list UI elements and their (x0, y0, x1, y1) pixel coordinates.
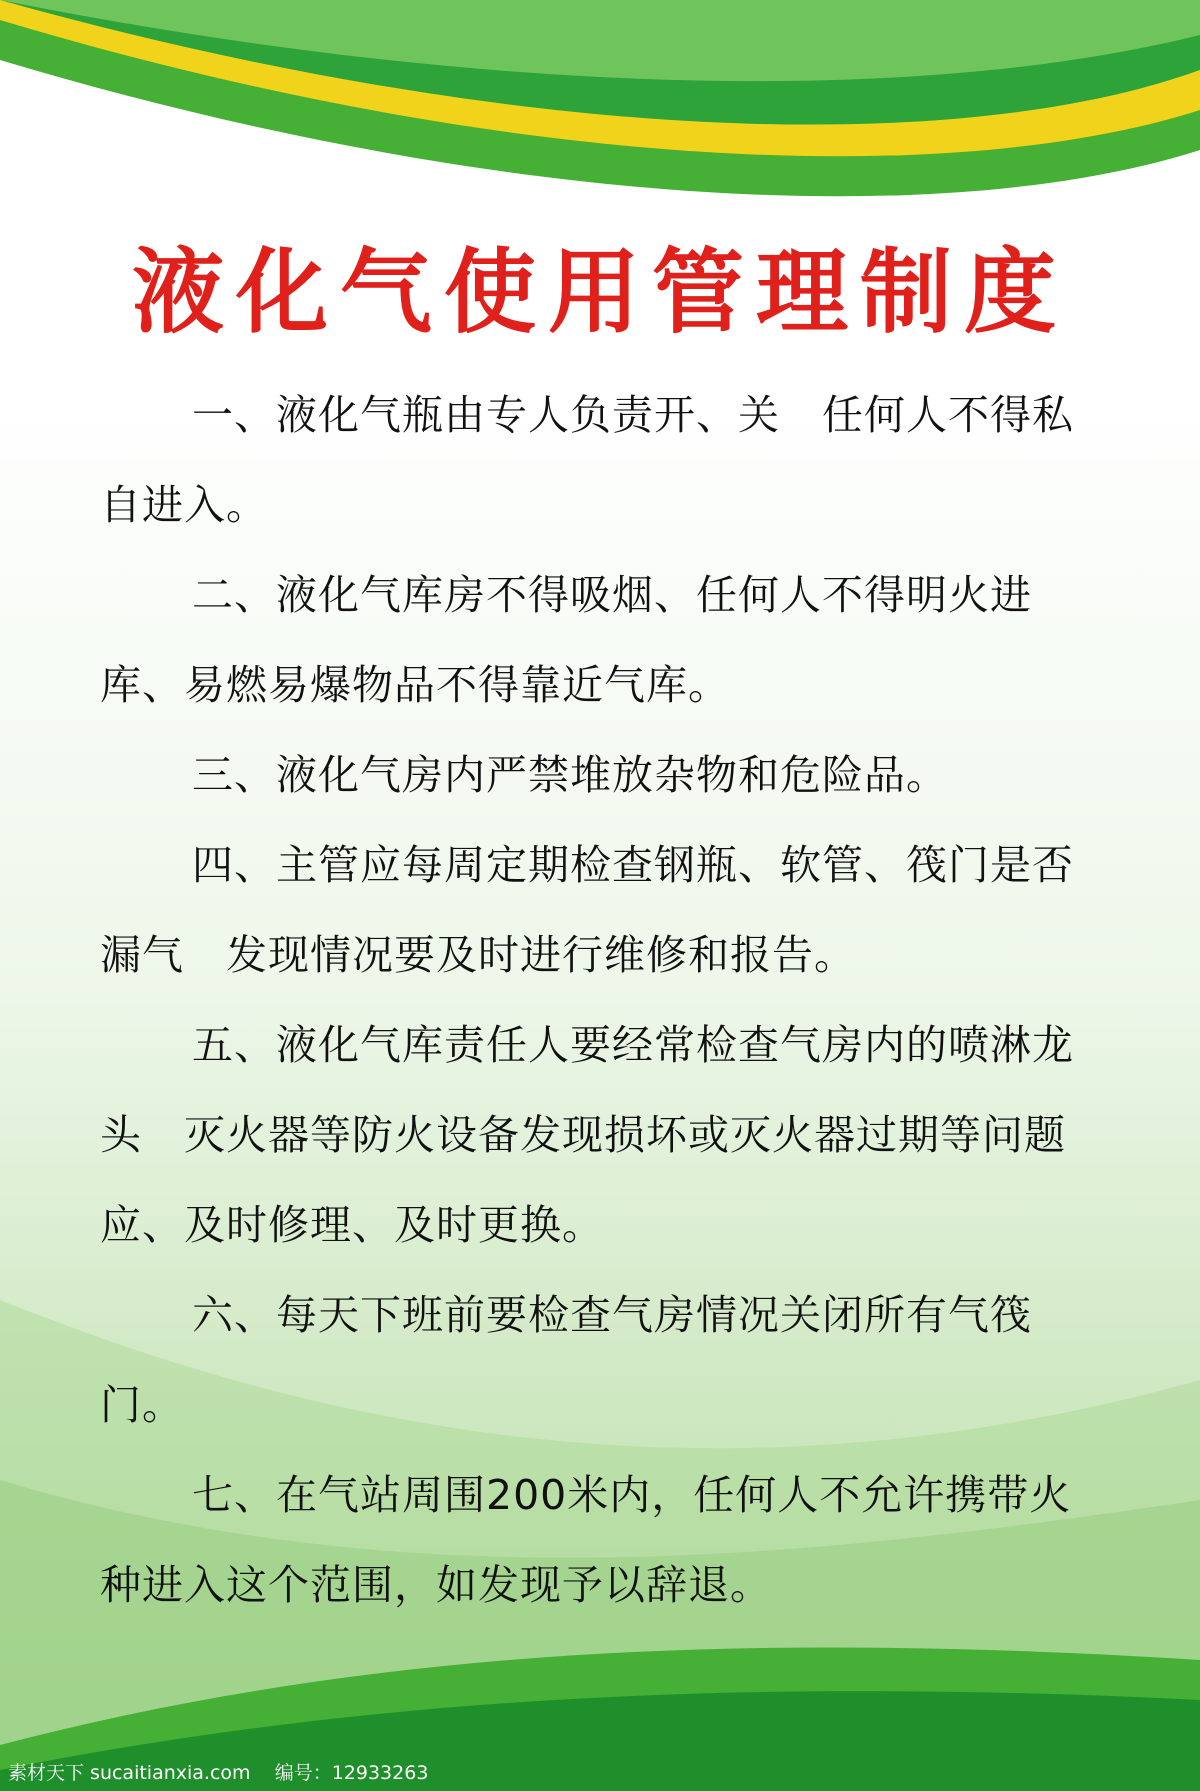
rule-2: 二、液化气库房不得吸烟、任何人不得明火进库、易燃易爆物品不得靠近气库。 (100, 571, 1032, 709)
rule-5: 五、液化气库责任人要经常检查气房内的喷淋龙头 灭火器等防火设备发现损坏或灭火器过期等问题应、及时修理、及时更换。 (100, 1021, 1074, 1249)
rules-list (100, 370, 1110, 1630)
page-title: 液化气使用管理制度 (131, 239, 1068, 346)
rule-3: 三、液化气房内严禁堆放杂物和危险品。 (192, 751, 948, 799)
rule-4: 四、主管应每周定期检查钢瓶、软管、筏门是否漏气 发现情况要及时进行维修和报告。 (100, 841, 1074, 979)
rule-6: 六、每天下班前要检查气房情况关闭所有气筏门。 (100, 1291, 1032, 1429)
rule-7: 七、在气站周围200米内，任何人不允许携带火种进入这个范围，如发现予以辞退。 (100, 1471, 1072, 1609)
watermark-text: 素材天下 sucaitianxia.com 编号：12933263 (8, 1762, 429, 1784)
rule-1: 一、液化气瓶由专人负责开、关 任何人不得私自进入。 (100, 391, 1074, 529)
